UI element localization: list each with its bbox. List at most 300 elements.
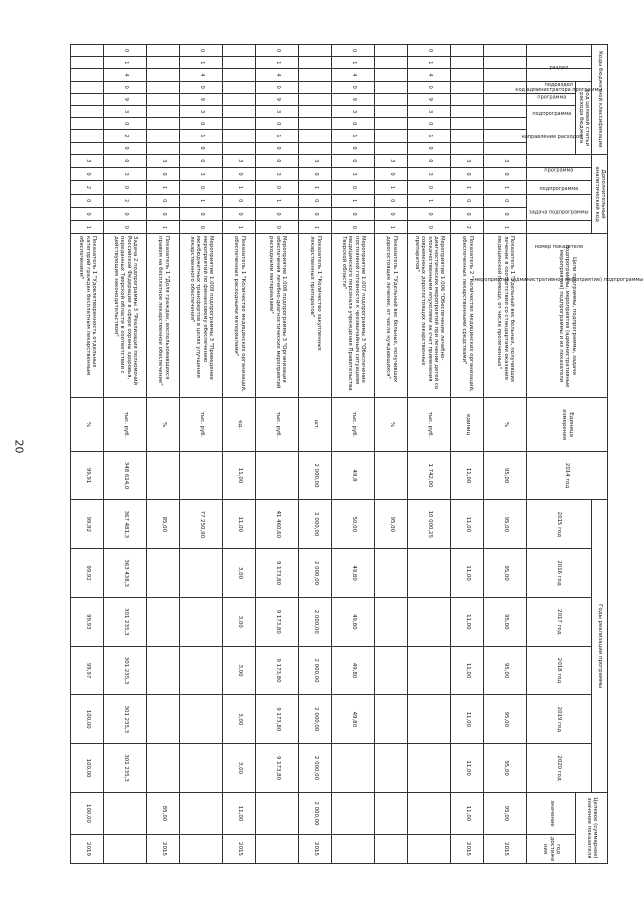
code-cell: 1	[332, 57, 375, 69]
code-cell: 3	[104, 168, 147, 181]
code-cell: 3	[408, 168, 451, 181]
year-2018-header: 2018 год	[527, 646, 592, 695]
code-cell: 0	[104, 118, 147, 130]
a-measure-header: мероприятие (административное мероприятие) подпрограммы	[527, 194, 592, 221]
table-row	[451, 45, 484, 864]
table-row	[104, 45, 147, 864]
year-value-cell	[147, 549, 180, 598]
code-cell: 0	[332, 118, 375, 130]
code-cell: 0	[256, 221, 299, 234]
code-cell	[223, 118, 256, 130]
year-2019-header: 2019 год	[527, 695, 592, 744]
target-value-cell	[256, 792, 299, 834]
goal-text-cell: Мероприятие 1.006 "Обеспечение лечебно-диагностических мероприятий при лечении детей со злокачественными опухолями за счет применения современных дорогостоящих лекарственных препаратов"	[408, 234, 451, 398]
code-cell: 0	[180, 154, 223, 167]
year-value-cell: 3,00	[223, 695, 256, 744]
code-cell	[223, 81, 256, 93]
year-value-cell	[147, 646, 180, 695]
code-cell	[223, 93, 256, 105]
target-year-cell	[375, 835, 408, 864]
table-body	[71, 45, 527, 864]
code-cell: 1	[408, 130, 451, 142]
target-header: Целевое (суммарное) значение показателя	[576, 792, 608, 863]
year-value-cell: 11,00	[451, 500, 484, 549]
program-indicators-table	[70, 44, 644, 864]
year-value-cell: 100,00	[71, 744, 104, 793]
a-program-header: программа	[527, 154, 592, 167]
code-cell	[299, 142, 332, 154]
year-value-cell	[332, 744, 375, 793]
code-cell: 0	[147, 168, 180, 181]
code-cell: 1	[332, 130, 375, 142]
code-cell: 0	[223, 194, 256, 207]
goal-text-cell: Показатель 1 "Количество закупленных лекарственных препаратов"	[299, 234, 332, 398]
code-cell	[299, 130, 332, 142]
year-value-cell	[408, 646, 451, 695]
page-number: 20	[12, 439, 26, 454]
year-value-cell: 3,00	[223, 744, 256, 793]
code-cell: 1	[147, 181, 180, 194]
code-cell: 0	[332, 142, 375, 154]
target-year-cell	[180, 835, 223, 864]
year-2014-header: 2014 год	[527, 451, 608, 500]
year-2014-cell: 1 742,00	[408, 451, 451, 500]
year-value-cell: 363 438,3	[104, 549, 147, 598]
year-value-cell: 2 000,00	[299, 500, 332, 549]
year-value-cell	[180, 597, 223, 646]
code-cell	[71, 118, 104, 130]
goal-text-cell: Показатель 1 "Доля граждан, воспользовавшихся правом на бесплатное лекарственное обеспечение"	[147, 234, 180, 398]
year-value-cell: 2 000,00	[299, 597, 332, 646]
target-year-cell	[408, 835, 451, 864]
year-value-cell: 2 000,00	[299, 549, 332, 598]
code-cell	[375, 105, 408, 117]
code-cell: 4	[256, 69, 299, 81]
code-cell: 3	[256, 168, 299, 181]
code-cell: 9	[104, 93, 147, 105]
code-cell	[71, 81, 104, 93]
code-cell: 3	[180, 105, 223, 117]
code-cell	[299, 57, 332, 69]
year-value-cell	[408, 695, 451, 744]
target-year-cell: 2015	[299, 835, 332, 864]
unit-cell: единиц	[451, 398, 484, 451]
code-cell: 0	[147, 194, 180, 207]
code-cell: 0	[484, 168, 527, 181]
code-cell	[147, 45, 180, 57]
table-row	[375, 45, 408, 864]
code-cell: 0	[484, 194, 527, 207]
code-cell: 0	[104, 154, 147, 167]
code-cell	[375, 57, 408, 69]
code-cell: 0	[256, 154, 299, 167]
year-value-cell: 367 481,3	[104, 500, 147, 549]
year-2014-cell: 49,8	[332, 451, 375, 500]
target-year-cell	[104, 835, 147, 864]
unit-cell: тыс. руб.	[408, 398, 451, 451]
code-cell: 0	[104, 221, 147, 234]
admin-code-header: код администратора программы	[527, 45, 592, 57]
year-2020-header: 2020 год	[527, 744, 592, 793]
code-cell: 0	[451, 194, 484, 207]
code-cell: 1	[484, 221, 527, 234]
code-cell: 1	[180, 194, 223, 207]
table-row	[71, 45, 104, 864]
year-value-cell	[147, 695, 180, 744]
code-cell	[451, 45, 484, 57]
year-value-cell: 41 460,60	[256, 500, 299, 549]
target-year-cell: 2015	[484, 835, 527, 864]
unit-cell: тыс. руб.	[332, 398, 375, 451]
code-cell	[299, 69, 332, 81]
code-cell	[451, 142, 484, 154]
goal-text-cell: Задача 2 подпрограммы 3 "Реализация полномочий Российской Федерации в сфере охраны здоровья, переданных Тверской области в соответствии с действующим законодательством"	[104, 234, 147, 398]
year-value-cell	[147, 597, 180, 646]
subprogram-code-header: подпрограмма	[527, 93, 576, 105]
code-cell	[71, 142, 104, 154]
code-cell: 0	[104, 142, 147, 154]
code-cell	[484, 142, 527, 154]
year-value-cell: 301 235,3	[104, 646, 147, 695]
unit-cell: %	[147, 398, 180, 451]
code-cell	[147, 69, 180, 81]
code-cell: 0	[299, 194, 332, 207]
code-cell	[147, 130, 180, 142]
goal-text-cell: Показатель 2 "Количество медицинских организаций, обеспеченных лекарственными средствами"	[451, 234, 484, 398]
year-value-cell	[408, 597, 451, 646]
subsection-header: подраздел	[527, 69, 592, 81]
target-year-cell: 2015	[223, 835, 256, 864]
year-value-cell: 301 235,3	[104, 744, 147, 793]
year-value-cell	[375, 646, 408, 695]
year-value-cell: 11,00	[451, 597, 484, 646]
code-cell: 0	[256, 207, 299, 220]
year-value-cell	[375, 695, 408, 744]
code-cell: 1	[71, 221, 104, 234]
code-cell: 0	[71, 207, 104, 220]
goal-text-cell: Мероприятие 1.007 подпрограммы 3 "Обеспечение постоянной готовности к чрезвычайным ситуациям медицинского персонала учреждения Правительства Тверской области"	[332, 234, 375, 398]
code-cell	[375, 118, 408, 130]
code-cell: 0	[408, 45, 451, 57]
year-value-cell: 11,00	[223, 500, 256, 549]
code-cell: 0	[223, 168, 256, 181]
code-cell	[484, 57, 527, 69]
year-value-cell: 95,00	[484, 549, 527, 598]
year-value-cell: 3,00	[223, 549, 256, 598]
year-value-cell: 49,80	[332, 549, 375, 598]
year-value-cell: 10 000,25	[408, 500, 451, 549]
target-value-cell	[375, 792, 408, 834]
goal-text-cell: Показатель 1 "Удовлетворенность отдельных категорий граждан бесплатным лекарственным обеспечением"	[71, 234, 104, 398]
code-cell: 0	[223, 207, 256, 220]
year-value-cell: 11,00	[451, 646, 484, 695]
code-cell	[71, 105, 104, 117]
code-cell	[299, 81, 332, 93]
year-value-cell	[375, 744, 408, 793]
year-value-cell	[180, 744, 223, 793]
code-cell: 0	[180, 181, 223, 194]
year-value-cell: 9 173,80	[256, 695, 299, 744]
section-header: раздел	[527, 57, 592, 69]
code-cell	[484, 45, 527, 57]
year-2014-cell: 2 000,00	[299, 451, 332, 500]
year-value-cell: 9 173,80	[256, 744, 299, 793]
code-cell	[147, 81, 180, 93]
year-value-cell: 2 000,00	[299, 646, 332, 695]
year-value-cell: 3,00	[223, 597, 256, 646]
code-cell: 0	[256, 45, 299, 57]
code-cell: 0	[375, 168, 408, 181]
target-value-cell: 95,00	[484, 792, 527, 834]
code-cell: 0	[71, 194, 104, 207]
unit-cell: ед.	[223, 398, 256, 451]
year-value-cell: 99,92	[71, 500, 104, 549]
year-2014-cell	[147, 451, 180, 500]
year-value-cell: 99,92	[71, 549, 104, 598]
year-value-cell	[375, 549, 408, 598]
code-cell: 1	[408, 194, 451, 207]
code-cell: 2	[451, 221, 484, 234]
code-cell: 0	[332, 154, 375, 167]
code-cell	[223, 130, 256, 142]
code-cell: 1	[299, 181, 332, 194]
code-cell	[223, 45, 256, 57]
code-cell	[451, 57, 484, 69]
code-cell	[375, 45, 408, 57]
code-cell: 9	[332, 93, 375, 105]
unit-cell: %	[375, 398, 408, 451]
year-value-cell: 95,00	[484, 500, 527, 549]
code-cell: 0	[451, 207, 484, 220]
table-row	[332, 45, 375, 864]
analytic-code-header: Дополнительный аналитический код	[592, 154, 608, 234]
direction-code-header: направление расходов	[527, 105, 576, 154]
code-cell	[71, 93, 104, 105]
year-2016-header: 2016 год	[527, 549, 592, 598]
code-cell: 0	[375, 207, 408, 220]
year-value-cell: 95,00	[484, 597, 527, 646]
code-cell: 4	[332, 69, 375, 81]
year-value-cell: 11,00	[451, 695, 484, 744]
goal-text-cell: Показатель 1 "Количество медицинских организаций, обеспеченных расходными материалами"	[223, 234, 256, 398]
code-cell: 1	[256, 194, 299, 207]
code-cell: 1	[223, 221, 256, 234]
unit-header: Единица измерения	[527, 398, 608, 451]
code-cell	[71, 69, 104, 81]
year-value-cell: 95,00	[484, 744, 527, 793]
code-cell	[451, 118, 484, 130]
code-cell	[451, 93, 484, 105]
unit-cell: тыс. руб.	[180, 398, 223, 451]
budget-codes-header: Коды бюджетной классификации	[592, 45, 608, 155]
year-value-cell	[180, 695, 223, 744]
code-cell: 3	[375, 154, 408, 167]
code-cell: 0	[408, 181, 451, 194]
code-cell: 0	[180, 118, 223, 130]
year-value-cell: 95,00	[484, 695, 527, 744]
code-cell: 0	[408, 154, 451, 167]
years-header: Годы реализации программы	[592, 500, 608, 793]
year-value-cell: 49,80	[332, 695, 375, 744]
unit-cell: тыс. руб.	[104, 398, 147, 451]
program-table-sheet	[40, 44, 644, 864]
table-row	[299, 45, 332, 864]
table-row	[408, 45, 451, 864]
code-cell: 3	[408, 105, 451, 117]
code-cell	[223, 105, 256, 117]
target-value-header: значение	[527, 792, 576, 834]
goal-text-cell: Мероприятие 1.009 подпрограммы 3 "Проведение мероприятий по финансовому обеспечению межбюджетных трансфертов в целях улучшения лекарственного обеспечения"	[180, 234, 223, 398]
code-cell	[375, 130, 408, 142]
code-cell: 0	[408, 142, 451, 154]
code-cell: 0	[256, 142, 299, 154]
code-cell: 0	[332, 45, 375, 57]
year-value-cell: 95,00	[484, 646, 527, 695]
a-subprogram-header: подпрограмма	[527, 168, 592, 181]
code-cell	[451, 69, 484, 81]
code-cell: 0	[408, 81, 451, 93]
code-cell: 0	[451, 168, 484, 181]
code-cell	[484, 69, 527, 81]
code-cell	[451, 81, 484, 93]
year-value-cell: 2 000,00	[299, 695, 332, 744]
code-cell: 1	[104, 57, 147, 69]
year-value-cell: 100,00	[71, 695, 104, 744]
year-value-cell: 50,00	[332, 500, 375, 549]
code-cell: 0	[180, 45, 223, 57]
year-value-cell: 99,93	[71, 597, 104, 646]
year-2014-cell	[375, 451, 408, 500]
code-cell: 0	[256, 118, 299, 130]
year-value-cell: 95,00	[375, 500, 408, 549]
code-cell	[484, 130, 527, 142]
code-cell: 3	[104, 105, 147, 117]
year-2014-cell: 95,00	[484, 451, 527, 500]
year-value-cell: 3,00	[223, 646, 256, 695]
year-value-cell	[408, 549, 451, 598]
target-year-cell: 2019	[71, 835, 104, 864]
code-cell: 0	[180, 207, 223, 220]
year-value-cell: 77 250,90	[180, 500, 223, 549]
code-cell: 1	[256, 130, 299, 142]
code-cell	[147, 57, 180, 69]
target-value-cell	[104, 792, 147, 834]
year-value-cell: 9 173,80	[256, 549, 299, 598]
unit-cell: шт.	[299, 398, 332, 451]
code-cell: 2	[104, 130, 147, 142]
year-2014-cell: 348 614,0	[104, 451, 147, 500]
year-value-cell: 2 000,00	[299, 744, 332, 793]
code-cell: 3	[451, 154, 484, 167]
code-cell: 1	[375, 221, 408, 234]
table-row	[147, 45, 180, 864]
a-indicator-header: номер показателя	[527, 221, 592, 234]
code-cell: 1	[484, 181, 527, 194]
code-cell: 0	[147, 207, 180, 220]
code-cell: 4	[104, 69, 147, 81]
code-cell: 9	[256, 93, 299, 105]
year-value-cell	[180, 549, 223, 598]
year-2014-cell: 11,00	[223, 451, 256, 500]
code-cell	[299, 93, 332, 105]
code-cell: 0	[332, 81, 375, 93]
code-cell: 3	[299, 154, 332, 167]
code-cell	[147, 118, 180, 130]
year-value-cell: 301 235,3	[104, 695, 147, 744]
code-cell	[147, 142, 180, 154]
year-value-cell	[180, 646, 223, 695]
expense-article-header: код целевой статьи расхода бюджета	[576, 81, 592, 154]
code-cell: 0	[299, 168, 332, 181]
code-cell: 2	[104, 194, 147, 207]
code-cell	[299, 118, 332, 130]
code-cell	[375, 81, 408, 93]
goals-header: Цели программы, подпрограммы, задачи подпрограммы, мероприятия (административные мероприятия) подпрограммы и их показатели	[527, 234, 608, 398]
year-2014-cell: 11,00	[451, 451, 484, 500]
code-cell: 9	[180, 93, 223, 105]
code-cell: 3	[180, 168, 223, 181]
code-cell	[484, 93, 527, 105]
target-year-cell	[256, 835, 299, 864]
year-2015-header: 2015 год	[527, 500, 592, 549]
target-value-cell: 11,00	[223, 792, 256, 834]
code-cell: 2	[71, 181, 104, 194]
code-cell: 4	[408, 69, 451, 81]
code-cell: 1	[408, 57, 451, 69]
target-year-header: год достижения	[527, 835, 576, 864]
code-cell	[484, 118, 527, 130]
table-row	[223, 45, 256, 864]
year-value-cell	[408, 744, 451, 793]
code-cell	[299, 45, 332, 57]
code-cell: 1	[256, 57, 299, 69]
code-cell	[299, 105, 332, 117]
table-row	[256, 45, 299, 864]
code-cell: 0	[408, 221, 451, 234]
code-cell	[71, 45, 104, 57]
code-cell: 1	[299, 221, 332, 234]
target-value-cell: 11,00	[451, 792, 484, 834]
code-cell: 9	[408, 93, 451, 105]
code-cell: 0	[332, 221, 375, 234]
target-value-cell	[180, 792, 223, 834]
unit-cell: %	[484, 398, 527, 451]
target-year-cell: 2015	[451, 835, 484, 864]
code-cell	[71, 57, 104, 69]
code-cell	[223, 142, 256, 154]
code-cell: 0	[332, 181, 375, 194]
code-cell: 1	[375, 181, 408, 194]
code-cell: 1	[223, 181, 256, 194]
code-cell: 3	[332, 105, 375, 117]
code-cell: 0	[299, 207, 332, 220]
code-cell: 1	[451, 181, 484, 194]
target-year-cell	[332, 835, 375, 864]
target-year-cell: 2015	[147, 835, 180, 864]
code-cell	[147, 93, 180, 105]
year-value-cell: 11,00	[451, 744, 484, 793]
table-row	[180, 45, 223, 864]
unit-cell: %	[71, 398, 104, 451]
code-cell	[223, 69, 256, 81]
code-cell	[375, 93, 408, 105]
code-cell	[375, 69, 408, 81]
code-cell	[484, 105, 527, 117]
code-cell: 0	[408, 207, 451, 220]
year-value-cell: 85,00	[147, 500, 180, 549]
table-row	[484, 45, 527, 864]
year-value-cell: 301 235,3	[104, 597, 147, 646]
